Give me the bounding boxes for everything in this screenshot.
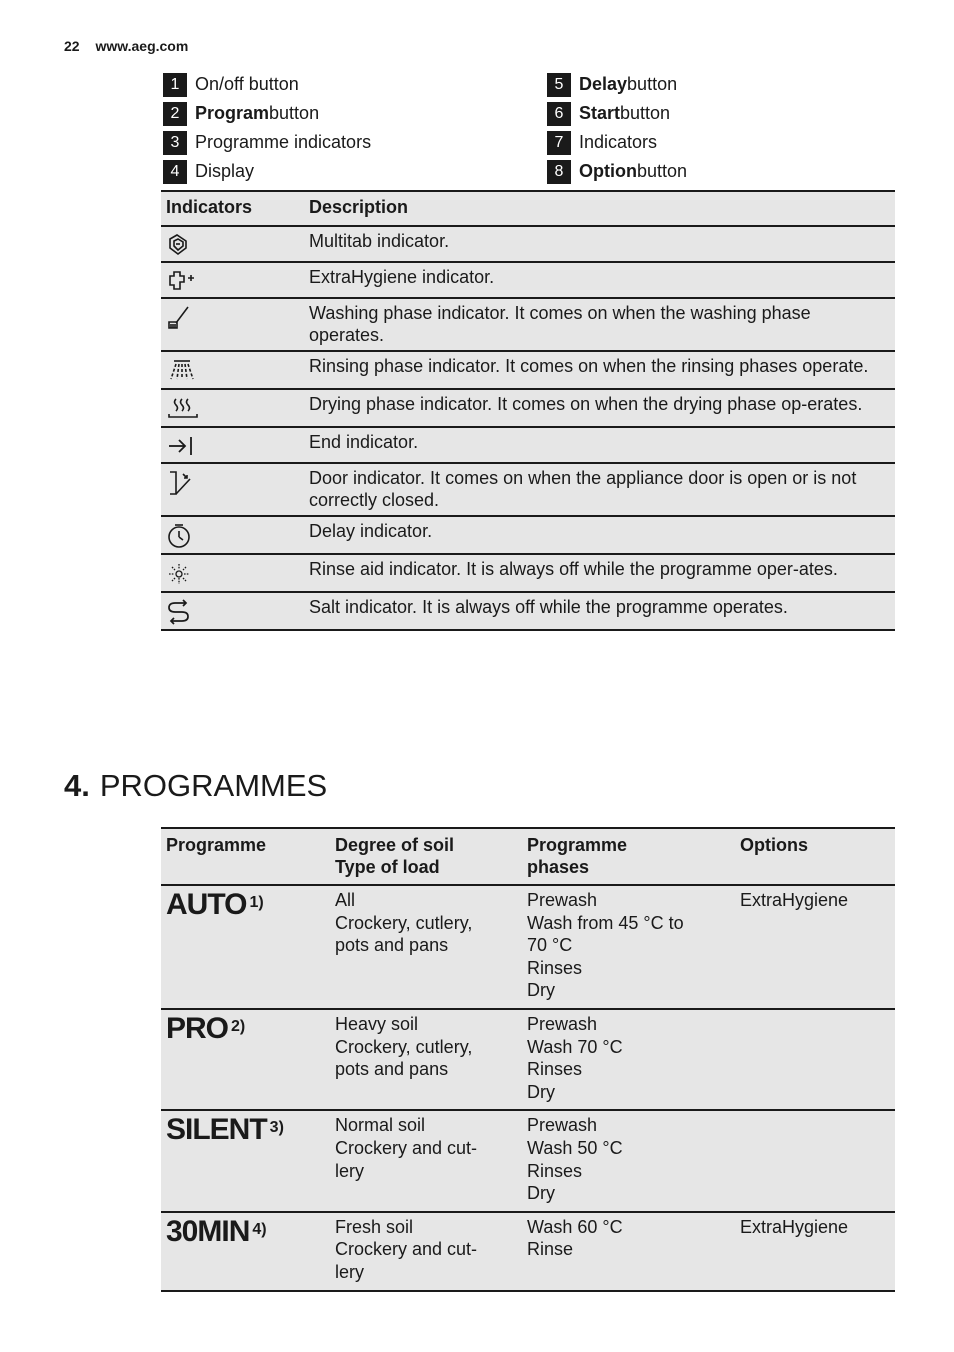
footnote-ref: 4) bbox=[252, 1220, 267, 1238]
legend-bold: Program bbox=[195, 103, 270, 123]
legend-text: On/off button bbox=[195, 74, 299, 94]
indicator-description: Washing phase indicator. It comes on when the washing phase operates. bbox=[304, 298, 895, 351]
programme-label: 30MIN bbox=[166, 1214, 250, 1248]
page-number: 22 bbox=[64, 38, 80, 54]
column-header-options: Options bbox=[735, 828, 895, 885]
legend-item bbox=[547, 99, 687, 128]
page-header bbox=[64, 38, 188, 54]
soil-cell: Fresh soil Crockery and cut- lery bbox=[330, 1212, 522, 1291]
column-header-indicators: Indicators bbox=[161, 191, 304, 226]
footnote-ref: 3) bbox=[269, 1119, 284, 1137]
column-header-description: Description bbox=[304, 191, 895, 226]
end-icon bbox=[166, 434, 196, 458]
table-row bbox=[161, 592, 895, 630]
section-title: PROGRAMMES bbox=[99, 768, 328, 803]
table-row bbox=[161, 389, 895, 427]
control-panel-legend bbox=[163, 70, 895, 188]
extrahygiene-icon bbox=[166, 269, 196, 293]
legend-text: button bbox=[269, 103, 320, 123]
table-row bbox=[161, 885, 895, 1009]
rinsing-phase-icon bbox=[166, 358, 198, 384]
legend-item bbox=[547, 157, 687, 186]
column-header-programme: Programme bbox=[161, 828, 330, 885]
table-row bbox=[161, 351, 895, 389]
programme-label: AUTO bbox=[166, 888, 247, 921]
programme-cell bbox=[161, 1110, 330, 1211]
column-header-phases: Programme phases bbox=[522, 828, 735, 885]
indicator-icon-cell bbox=[161, 463, 304, 516]
table-header-row bbox=[161, 828, 895, 885]
legend-item bbox=[163, 157, 371, 186]
options-cell bbox=[735, 1110, 895, 1211]
indicator-icon-cell bbox=[161, 516, 304, 554]
table-row bbox=[161, 1009, 895, 1110]
legend-text: Programme indicators bbox=[195, 132, 372, 152]
legend-number: 5 bbox=[547, 73, 571, 97]
legend-bold: Start bbox=[579, 103, 621, 123]
table-row bbox=[161, 554, 895, 592]
legend-item bbox=[163, 70, 371, 99]
phases-cell: Prewash Wash 50 °C Rinses Dry bbox=[522, 1110, 735, 1211]
indicator-icon-cell bbox=[161, 554, 304, 592]
legend-text: Display bbox=[195, 161, 255, 181]
website-url: www.aeg.com bbox=[95, 38, 189, 54]
legend-number: 2 bbox=[163, 102, 187, 126]
legend-number: 4 bbox=[163, 160, 187, 184]
indicator-icon-cell bbox=[161, 351, 304, 389]
indicator-icon-cell bbox=[161, 389, 304, 427]
legend-text: button bbox=[620, 103, 671, 123]
legend-text: Indicators bbox=[579, 132, 658, 152]
legend-item bbox=[163, 128, 371, 157]
legend-item bbox=[547, 128, 687, 157]
table-row bbox=[161, 427, 895, 463]
section-number: 4. bbox=[64, 768, 90, 803]
footnote-ref: 2) bbox=[231, 1017, 246, 1035]
indicator-description: Rinse aid indicator. It is always off while the programme oper-ates. bbox=[304, 554, 895, 592]
phases-cell: Wash 60 °C Rinse bbox=[522, 1212, 735, 1291]
table-row bbox=[161, 262, 895, 298]
options-cell: ExtraHygiene bbox=[735, 885, 895, 1009]
programme-cell bbox=[161, 1212, 330, 1291]
washing-phase-icon bbox=[166, 305, 192, 331]
indicators-table bbox=[161, 190, 895, 631]
drying-phase-icon bbox=[166, 396, 200, 422]
legend-bold: Delay bbox=[579, 74, 628, 94]
section-heading bbox=[64, 768, 327, 804]
soil-cell: Normal soil Crockery and cut- lery bbox=[330, 1110, 522, 1211]
soil-cell: All Crockery, cutlery, pots and pans bbox=[330, 885, 522, 1009]
programme-name bbox=[166, 1012, 245, 1045]
indicator-icon-cell bbox=[161, 262, 304, 298]
legend-number: 6 bbox=[547, 102, 571, 126]
programme-cell bbox=[161, 1009, 330, 1110]
column-header-soil: Degree of soil Type of load bbox=[330, 828, 522, 885]
programmes-table bbox=[161, 827, 895, 1292]
door-icon bbox=[166, 470, 196, 496]
phases-cell: Prewash Wash from 45 °C to 70 °C Rinses Dry bbox=[522, 885, 735, 1009]
phases-cell: Prewash Wash 70 °C Rinses Dry bbox=[522, 1009, 735, 1110]
legend-number: 8 bbox=[547, 160, 571, 184]
multitab-icon bbox=[166, 233, 192, 257]
legend-column-left bbox=[163, 70, 371, 186]
legend-bold: Option bbox=[579, 161, 637, 181]
delay-icon bbox=[166, 523, 194, 549]
soil-cell: Heavy soil Crockery, cutlery, pots and pans bbox=[330, 1009, 522, 1110]
options-cell bbox=[735, 1009, 895, 1110]
legend-item bbox=[163, 99, 371, 128]
programme-cell bbox=[161, 885, 330, 1009]
table-row bbox=[161, 298, 895, 351]
programme-name bbox=[166, 1215, 267, 1248]
indicator-icon-cell bbox=[161, 298, 304, 351]
programme-name bbox=[166, 888, 264, 921]
indicator-description: ExtraHygiene indicator. bbox=[304, 262, 895, 298]
indicator-description: Drying phase indicator. It comes on when the drying phase op-erates. bbox=[304, 389, 895, 427]
indicator-description: Door indicator. It comes on when the appliance door is open or is not correctly closed. bbox=[304, 463, 895, 516]
legend-number: 1 bbox=[163, 73, 187, 97]
legend-number: 3 bbox=[163, 131, 187, 155]
footnote-ref: 1) bbox=[249, 894, 264, 911]
legend-number: 7 bbox=[547, 131, 571, 155]
programme-label: PRO bbox=[166, 1011, 229, 1045]
rinse-aid-icon bbox=[166, 561, 194, 587]
options-cell: ExtraHygiene bbox=[735, 1212, 895, 1291]
table-row bbox=[161, 1212, 895, 1291]
programme-label: SILENT bbox=[166, 1113, 267, 1147]
table-row bbox=[161, 516, 895, 554]
indicator-description: Multitab indicator. bbox=[304, 226, 895, 262]
legend-item bbox=[547, 70, 687, 99]
legend-text: button bbox=[636, 161, 688, 181]
indicator-icon-cell bbox=[161, 226, 304, 262]
table-row bbox=[161, 226, 895, 262]
indicator-icon-cell bbox=[161, 592, 304, 630]
indicator-description: Rinsing phase indicator. It comes on when the rinsing phases operate. bbox=[304, 351, 895, 389]
indicator-description: Delay indicator. bbox=[304, 516, 895, 554]
indicator-description: Salt indicator. It is always off while the programme operates. bbox=[304, 592, 895, 630]
table-row bbox=[161, 1110, 895, 1211]
indicator-icon-cell bbox=[161, 427, 304, 463]
table-header-row bbox=[161, 191, 895, 226]
programme-name bbox=[166, 1113, 284, 1146]
indicator-description: End indicator. bbox=[304, 427, 895, 463]
salt-icon bbox=[166, 599, 194, 625]
table-row bbox=[161, 463, 895, 516]
legend-column-right bbox=[547, 70, 687, 186]
legend-text: button bbox=[627, 74, 678, 94]
